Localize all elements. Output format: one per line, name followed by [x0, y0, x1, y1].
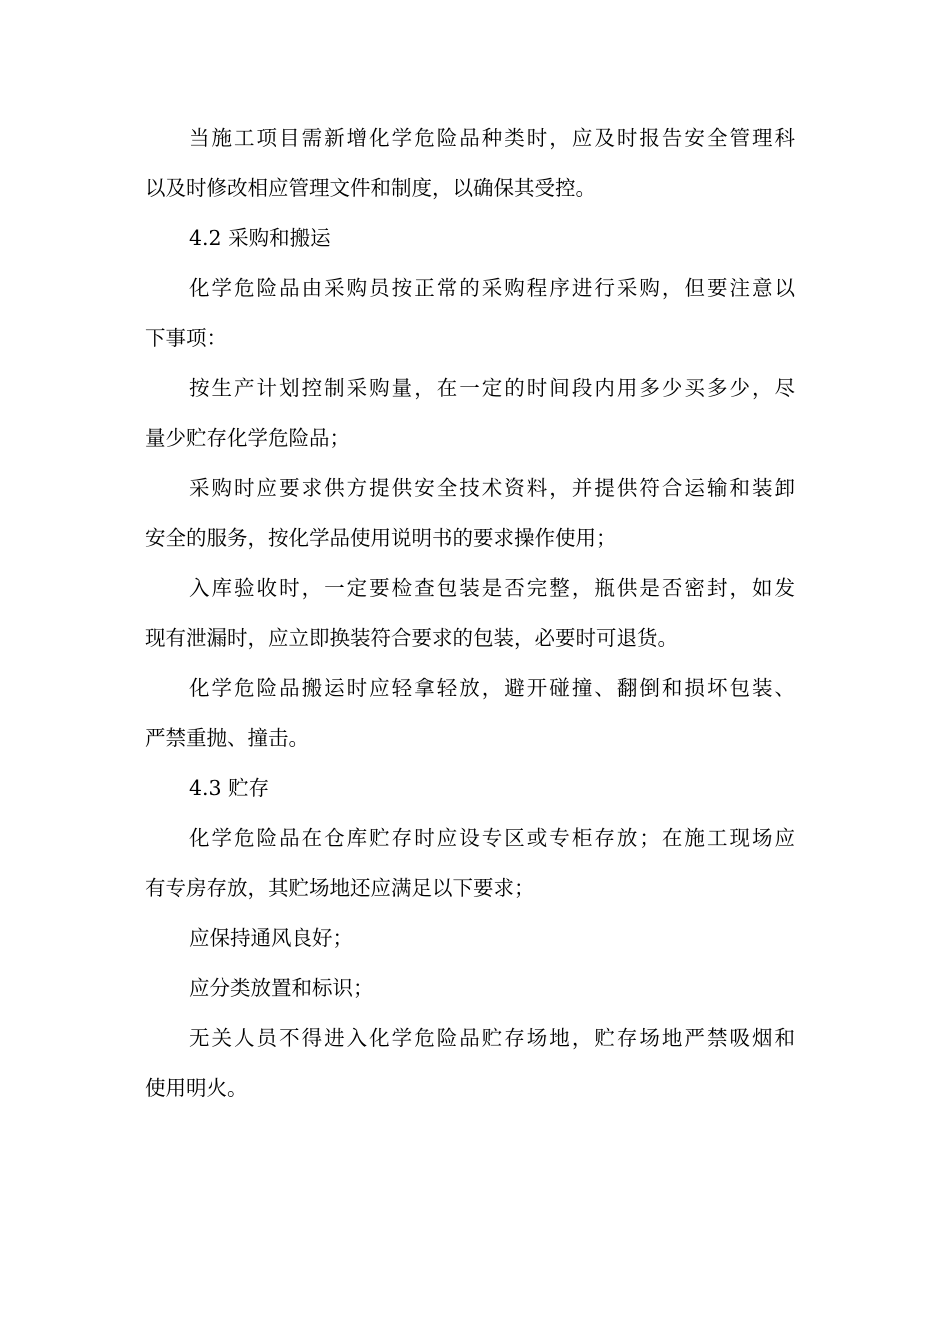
paragraph-line: 使用明火。 — [145, 1076, 248, 1100]
section-heading: 4.2 采购和搬运 — [189, 226, 331, 250]
paragraph-line: 应分类放置和标识； — [189, 976, 374, 1000]
paragraph-line: 当施工项目需新增化学危险品种类时，应及时报告安全管理科 — [189, 126, 795, 150]
paragraph-line: 安全的服务，按化学品使用说明书的要求操作使用； — [145, 526, 617, 550]
paragraph-line: 现有泄漏时，应立即换装符合要求的包装，必要时可退货。 — [145, 626, 678, 650]
paragraph-line: 化学危险品搬运时应轻拿轻放，避开碰撞、翻倒和损坏包装、 — [189, 676, 795, 700]
paragraph-line: 无关人员不得进入化学危险品贮存场地，贮存场地严禁吸烟和 — [189, 1026, 795, 1050]
paragraph-line: 化学危险品在仓库贮存时应设专区或专柜存放；在施工现场应 — [189, 826, 795, 850]
paragraph-line: 应保持通风良好； — [189, 926, 353, 950]
paragraph-line: 化学危险品由采购员按正常的采购程序进行采购，但要注意以 — [189, 276, 795, 300]
paragraph-line: 严禁重抛、撞击。 — [145, 726, 309, 750]
paragraph-line: 入库验收时，一定要检查包装是否完整，瓶供是否密封，如发 — [189, 576, 795, 600]
paragraph-line: 量少贮存化学危险品； — [145, 426, 350, 450]
paragraph-line: 以及时修改相应管理文件和制度，以确保其受控。 — [145, 176, 596, 200]
section-heading: 4.3 贮存 — [189, 776, 270, 800]
paragraph-line: 有专房存放，其贮场地还应满足以下要求； — [145, 876, 535, 900]
paragraph-line: 下事项： — [145, 326, 227, 350]
document-body — [145, 113, 795, 1113]
paragraph-line: 按生产计划控制采购量，在一定的时间段内用多少买多少，尽 — [189, 376, 795, 400]
paragraph-line: 采购时应要求供方提供安全技术资料，并提供符合运输和装卸 — [189, 476, 795, 500]
